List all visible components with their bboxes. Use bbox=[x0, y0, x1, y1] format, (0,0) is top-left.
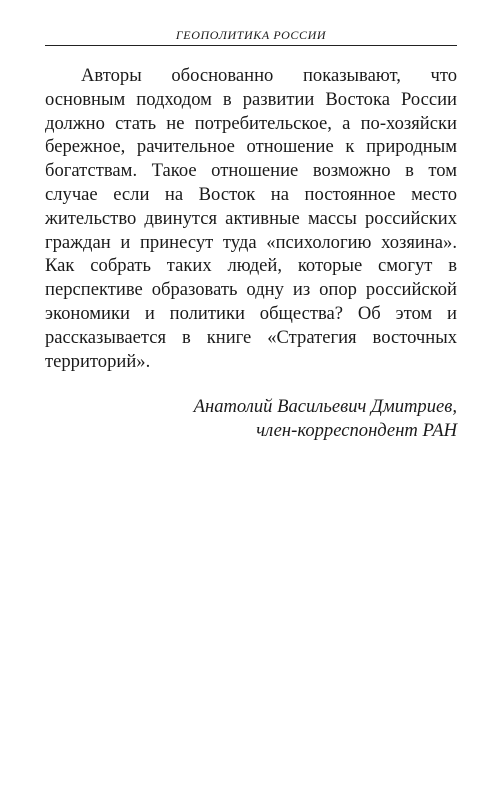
book-page bbox=[45, 28, 457, 443]
signature-block bbox=[45, 395, 457, 443]
body-paragraph: Авторы обоснованно показывают, что основным подходом в развитии Востока России должно стать не потребительское, а по-хозяйски бережное, рачительное отношение к природным богатствам. Такое отношение возможно в том случае если на Восток на постоянное место жительство двинутся активные массы российских граждан и принесут туда «психологию хозяина». Как собрать таких людей, которые смогут в перспективе образовать одну из опор российской экономики и политики общества? Об этом и рассказывается в книге «Стратегия восточных территорий». bbox=[45, 65, 457, 372]
author-title: член-корреспондент РАН bbox=[256, 420, 457, 442]
running-head-title: ГЕОПОЛИТИКА РОССИИ bbox=[45, 28, 457, 46]
author-name: Анатолий Васильевич Дмитриев, bbox=[193, 396, 457, 418]
